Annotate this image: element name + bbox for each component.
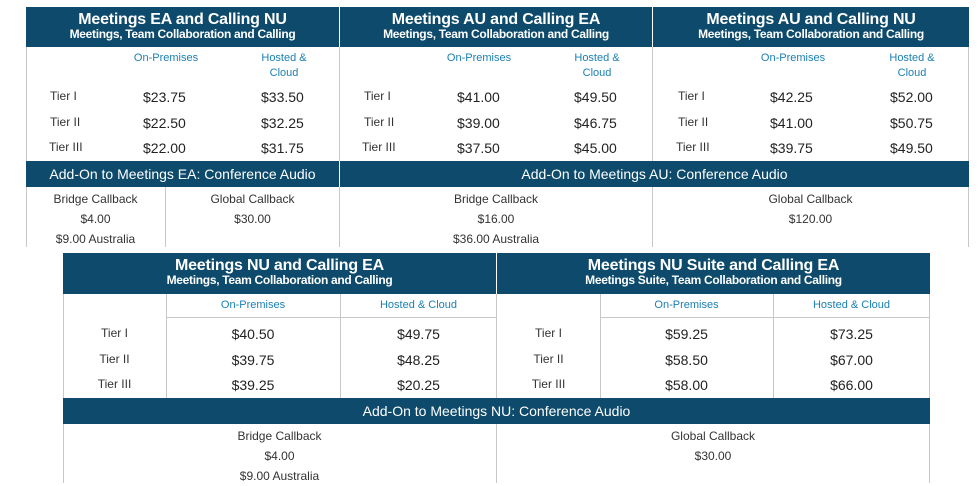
block-3-tier-1: Tier I: [678, 89, 705, 103]
block-5-onprem-1: $59.25: [665, 326, 708, 342]
block-4-header: [63, 253, 497, 294]
block-4-tier-3: Tier III: [97, 377, 132, 391]
block-2-onprem-1: $41.00: [457, 89, 500, 105]
block-3-cloud-2: $50.75: [890, 115, 933, 131]
block-4-onprem-1: $40.50: [231, 326, 275, 342]
block-1-tier-1: Tier I: [50, 89, 77, 103]
block-4-cloud-3: $20.25: [397, 377, 440, 393]
block-3-header: [653, 7, 969, 47]
block-3-tier-2: Tier II: [678, 115, 709, 129]
block-5-cloud-3: $66.00: [830, 377, 873, 393]
block-4-tier-2: Tier II: [99, 352, 130, 366]
block-4-tier-1: Tier I: [101, 326, 128, 340]
block-4-subtitle: Meetings, Team Collaboration and Calling: [166, 273, 393, 287]
block-2-tier-1: Tier I: [364, 89, 391, 103]
block-4-cloud-2: $48.25: [397, 352, 440, 368]
block-4-cloud-1: $49.75: [397, 326, 440, 342]
block-5-col-cloud: Hosted & Cloud: [812, 299, 891, 311]
block-5-cloud-2: $67.00: [830, 352, 873, 368]
block-3-onprem-2: $41.00: [770, 115, 813, 131]
block-1-onprem-3: $22.00: [143, 140, 186, 156]
addon-au-bar: Add-On to Meetings AU: Conference Audio: [340, 161, 969, 187]
block-5-tier-3: Tier III: [531, 377, 566, 391]
block-1-cloud-2: $32.25: [261, 115, 304, 131]
addon-au-bridge: Bridge Callback $16.00 $36.00 Australia: [452, 192, 540, 246]
addon-nu-global: Global Callback $30.00: [670, 429, 756, 463]
block-1-col-onprem: On-Premises: [133, 52, 199, 64]
block-1-tier-3: Tier III: [49, 140, 83, 154]
block-5-title: Meetings NU Suite and Calling EA: [587, 257, 840, 274]
block-5-col-onprem: On-Premises: [654, 299, 719, 311]
block-4-onprem-3: $39.25: [231, 377, 275, 393]
block-5-onprem-3: $58.00: [665, 377, 708, 393]
addon-au-global: Global Callback $120.00: [768, 192, 853, 226]
block-2-cloud-3: $45.00: [574, 140, 617, 156]
block-3-cloud-1: $52.00: [890, 89, 933, 105]
block-5-onprem-2: $58.50: [665, 352, 708, 368]
block-1-header: [26, 7, 340, 47]
grid-line: [968, 47, 969, 247]
block-5-subtitle: Meetings Suite, Team Collaboration and Calling: [585, 273, 842, 287]
block-3-cloud-3: $49.50: [890, 140, 933, 156]
block-5-tier-2: Tier II: [533, 352, 564, 366]
block-1-onprem-2: $22.50: [143, 115, 186, 131]
addon-nu-bar: Add-On to Meetings NU: Conference Audio: [63, 398, 930, 424]
block-3-tier-3: Tier III: [676, 140, 710, 154]
block-1-onprem-1: $23.75: [143, 89, 186, 105]
block-5-header: [497, 253, 930, 294]
block-3-subtitle: Meetings, Team Collaboration and Calling: [698, 27, 924, 41]
addon-ea-bar: Add-On to Meetings EA: Conference Audio: [26, 161, 340, 187]
block-2-cloud-2: $46.75: [574, 115, 617, 131]
grid-line: [929, 294, 930, 483]
block-2-col-onprem: On-Premises: [446, 52, 512, 64]
block-4-col-cloud: Hosted & Cloud: [379, 299, 458, 311]
grid-line: [166, 317, 496, 318]
block-3-onprem-3: $39.75: [770, 140, 813, 156]
block-2-tier-3: Tier III: [362, 140, 396, 154]
block-1-col-cloud: Hosted & Cloud: [261, 52, 307, 79]
block-4-col-onprem: On-Premises: [220, 299, 286, 311]
block-2-subtitle: Meetings, Team Collaboration and Calling: [383, 27, 609, 41]
block-4-title: Meetings NU and Calling EA: [174, 257, 385, 274]
block-4-onprem-2: $39.75: [231, 352, 275, 368]
block-2-title: Meetings AU and Calling EA: [391, 11, 601, 28]
block-2-onprem-2: $39.00: [457, 115, 500, 131]
block-2-col-cloud: Hosted & Cloud: [574, 52, 620, 79]
addon-nu-bridge: Bridge Callback $4.00 $9.00 Australia: [237, 429, 322, 483]
addon-ea-bridge: Bridge Callback $4.00 $9.00 Australia: [53, 192, 138, 246]
block-1-subtitle: Meetings, Team Collaboration and Calling: [69, 27, 296, 41]
block-3-col-onprem: On-Premises: [760, 52, 826, 64]
block-2-onprem-3: $37.50: [457, 140, 500, 156]
grid-line: [600, 317, 929, 318]
block-3-title: Meetings AU and Calling NU: [706, 11, 916, 28]
block-1-cloud-1: $33.50: [261, 89, 304, 105]
block-1-tier-2: Tier II: [50, 115, 81, 129]
block-1-cloud-3: $31.75: [261, 140, 304, 156]
block-1-title: Meetings EA and Calling NU: [78, 11, 287, 28]
block-2-header: [340, 7, 653, 47]
block-5-tier-1: Tier I: [535, 326, 562, 340]
block-3-col-cloud: Hosted & Cloud: [889, 52, 935, 79]
block-2-cloud-1: $49.50: [574, 89, 617, 105]
addon-ea-global: Global Callback $30.00: [210, 192, 295, 226]
block-2-tier-2: Tier II: [364, 115, 395, 129]
block-5-cloud-1: $73.25: [830, 326, 873, 342]
block-3-onprem-1: $42.25: [770, 89, 813, 105]
